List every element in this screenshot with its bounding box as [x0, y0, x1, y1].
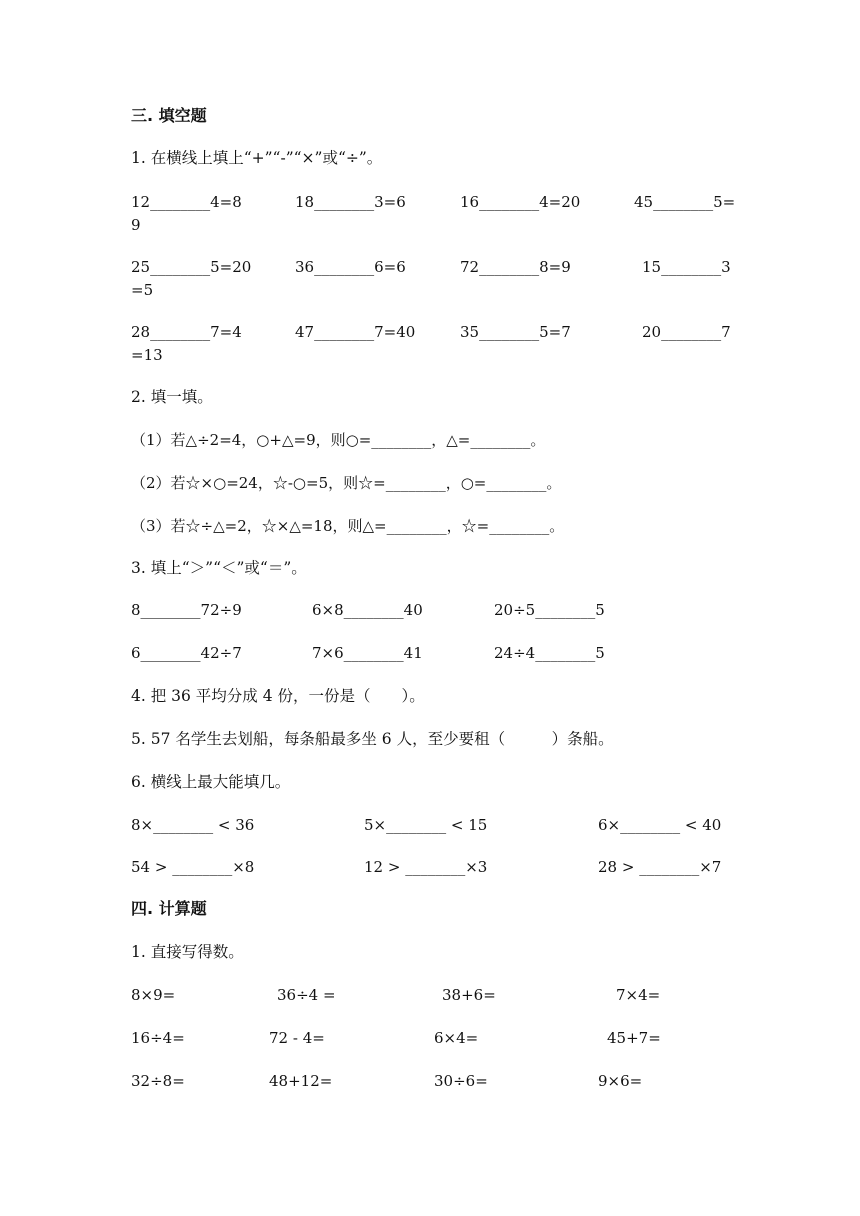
q1-item-wrap: =5: [131, 281, 154, 299]
q3-item: 7×6________41: [312, 644, 423, 662]
calc-item: 16÷4=: [131, 1029, 185, 1047]
q6-item: 54 > ________×8: [131, 858, 255, 876]
q6-item: 12 > ________×3: [364, 858, 488, 876]
question-5-prompt: 5. 57 名学生去划船，每条船最多坐 6 人，至少要租（ ）条船。: [131, 730, 614, 748]
q2-item: （3）若☆÷△=2，☆×△=18，则△=________，☆=________。: [131, 517, 565, 535]
q6-item: 28 > ________×7: [598, 858, 722, 876]
calc-item: 38+6=: [442, 986, 496, 1004]
question-3-prompt: 3. 填上“＞”“＜”或“＝”。: [131, 559, 307, 577]
calc-item: 72 - 4=: [269, 1029, 325, 1047]
q1-item: 12________4=8: [131, 193, 242, 211]
question-4-prompt: 4. 把 36 平均分成 4 份，一份是（ ）。: [131, 687, 425, 705]
calc-item: 8×9=: [131, 986, 176, 1004]
calc-item: 6×4=: [434, 1029, 479, 1047]
q1-item: 72________8=9: [460, 258, 571, 276]
section-heading-fill-in: 三. 填空题: [131, 106, 207, 125]
calc-item: 48+12=: [269, 1072, 333, 1090]
calc-question-1-prompt: 1. 直接写得数。: [131, 943, 244, 961]
q1-item: 35________5=7: [460, 323, 571, 341]
q6-item: 5×________ < 15: [364, 816, 488, 834]
calc-item: 9×6=: [598, 1072, 643, 1090]
question-2-prompt: 2. 填一填。: [131, 388, 213, 406]
calc-item: 32÷8=: [131, 1072, 185, 1090]
q3-item: 6×8________40: [312, 601, 423, 619]
q1-item-wrap: 9: [131, 216, 141, 234]
q3-item: 6________42÷7: [131, 644, 242, 662]
q1-item: 16________4=20: [460, 193, 581, 211]
calc-item: 36÷4 =: [277, 986, 336, 1004]
q6-item: 6×________ < 40: [598, 816, 722, 834]
question-1-prompt: 1. 在横线上填上“+”“-”“×”或“÷”。: [131, 149, 383, 167]
calc-item: 45+7=: [607, 1029, 661, 1047]
q1-item: 15________3: [642, 258, 731, 276]
q1-item: 18________3=6: [295, 193, 406, 211]
q1-item: 25________5=20: [131, 258, 252, 276]
calc-item: 30÷6=: [434, 1072, 488, 1090]
q1-item: 36________6=6: [295, 258, 406, 276]
q1-item: 47________7=40: [295, 323, 416, 341]
q1-item: 20________7: [642, 323, 731, 341]
q3-item: 20÷5________5: [494, 601, 605, 619]
section-heading-calculation: 四. 计算题: [131, 899, 207, 918]
question-6-prompt: 6. 横线上最大能填几。: [131, 773, 291, 791]
q3-item: 24÷4________5: [494, 644, 605, 662]
q1-item-wrap: =13: [131, 346, 163, 364]
q2-item: （2）若☆×○=24，☆-○=5，则☆=________，○=________。: [131, 474, 562, 492]
q1-item: 45________5=: [634, 193, 736, 211]
q6-item: 8×________ < 36: [131, 816, 255, 834]
q3-item: 8________72÷9: [131, 601, 242, 619]
q1-item: 28________7=4: [131, 323, 242, 341]
calc-item: 7×4=: [616, 986, 661, 1004]
q2-item: （1）若△÷2=4，○+△=9，则○=________，△=________。: [131, 431, 546, 449]
